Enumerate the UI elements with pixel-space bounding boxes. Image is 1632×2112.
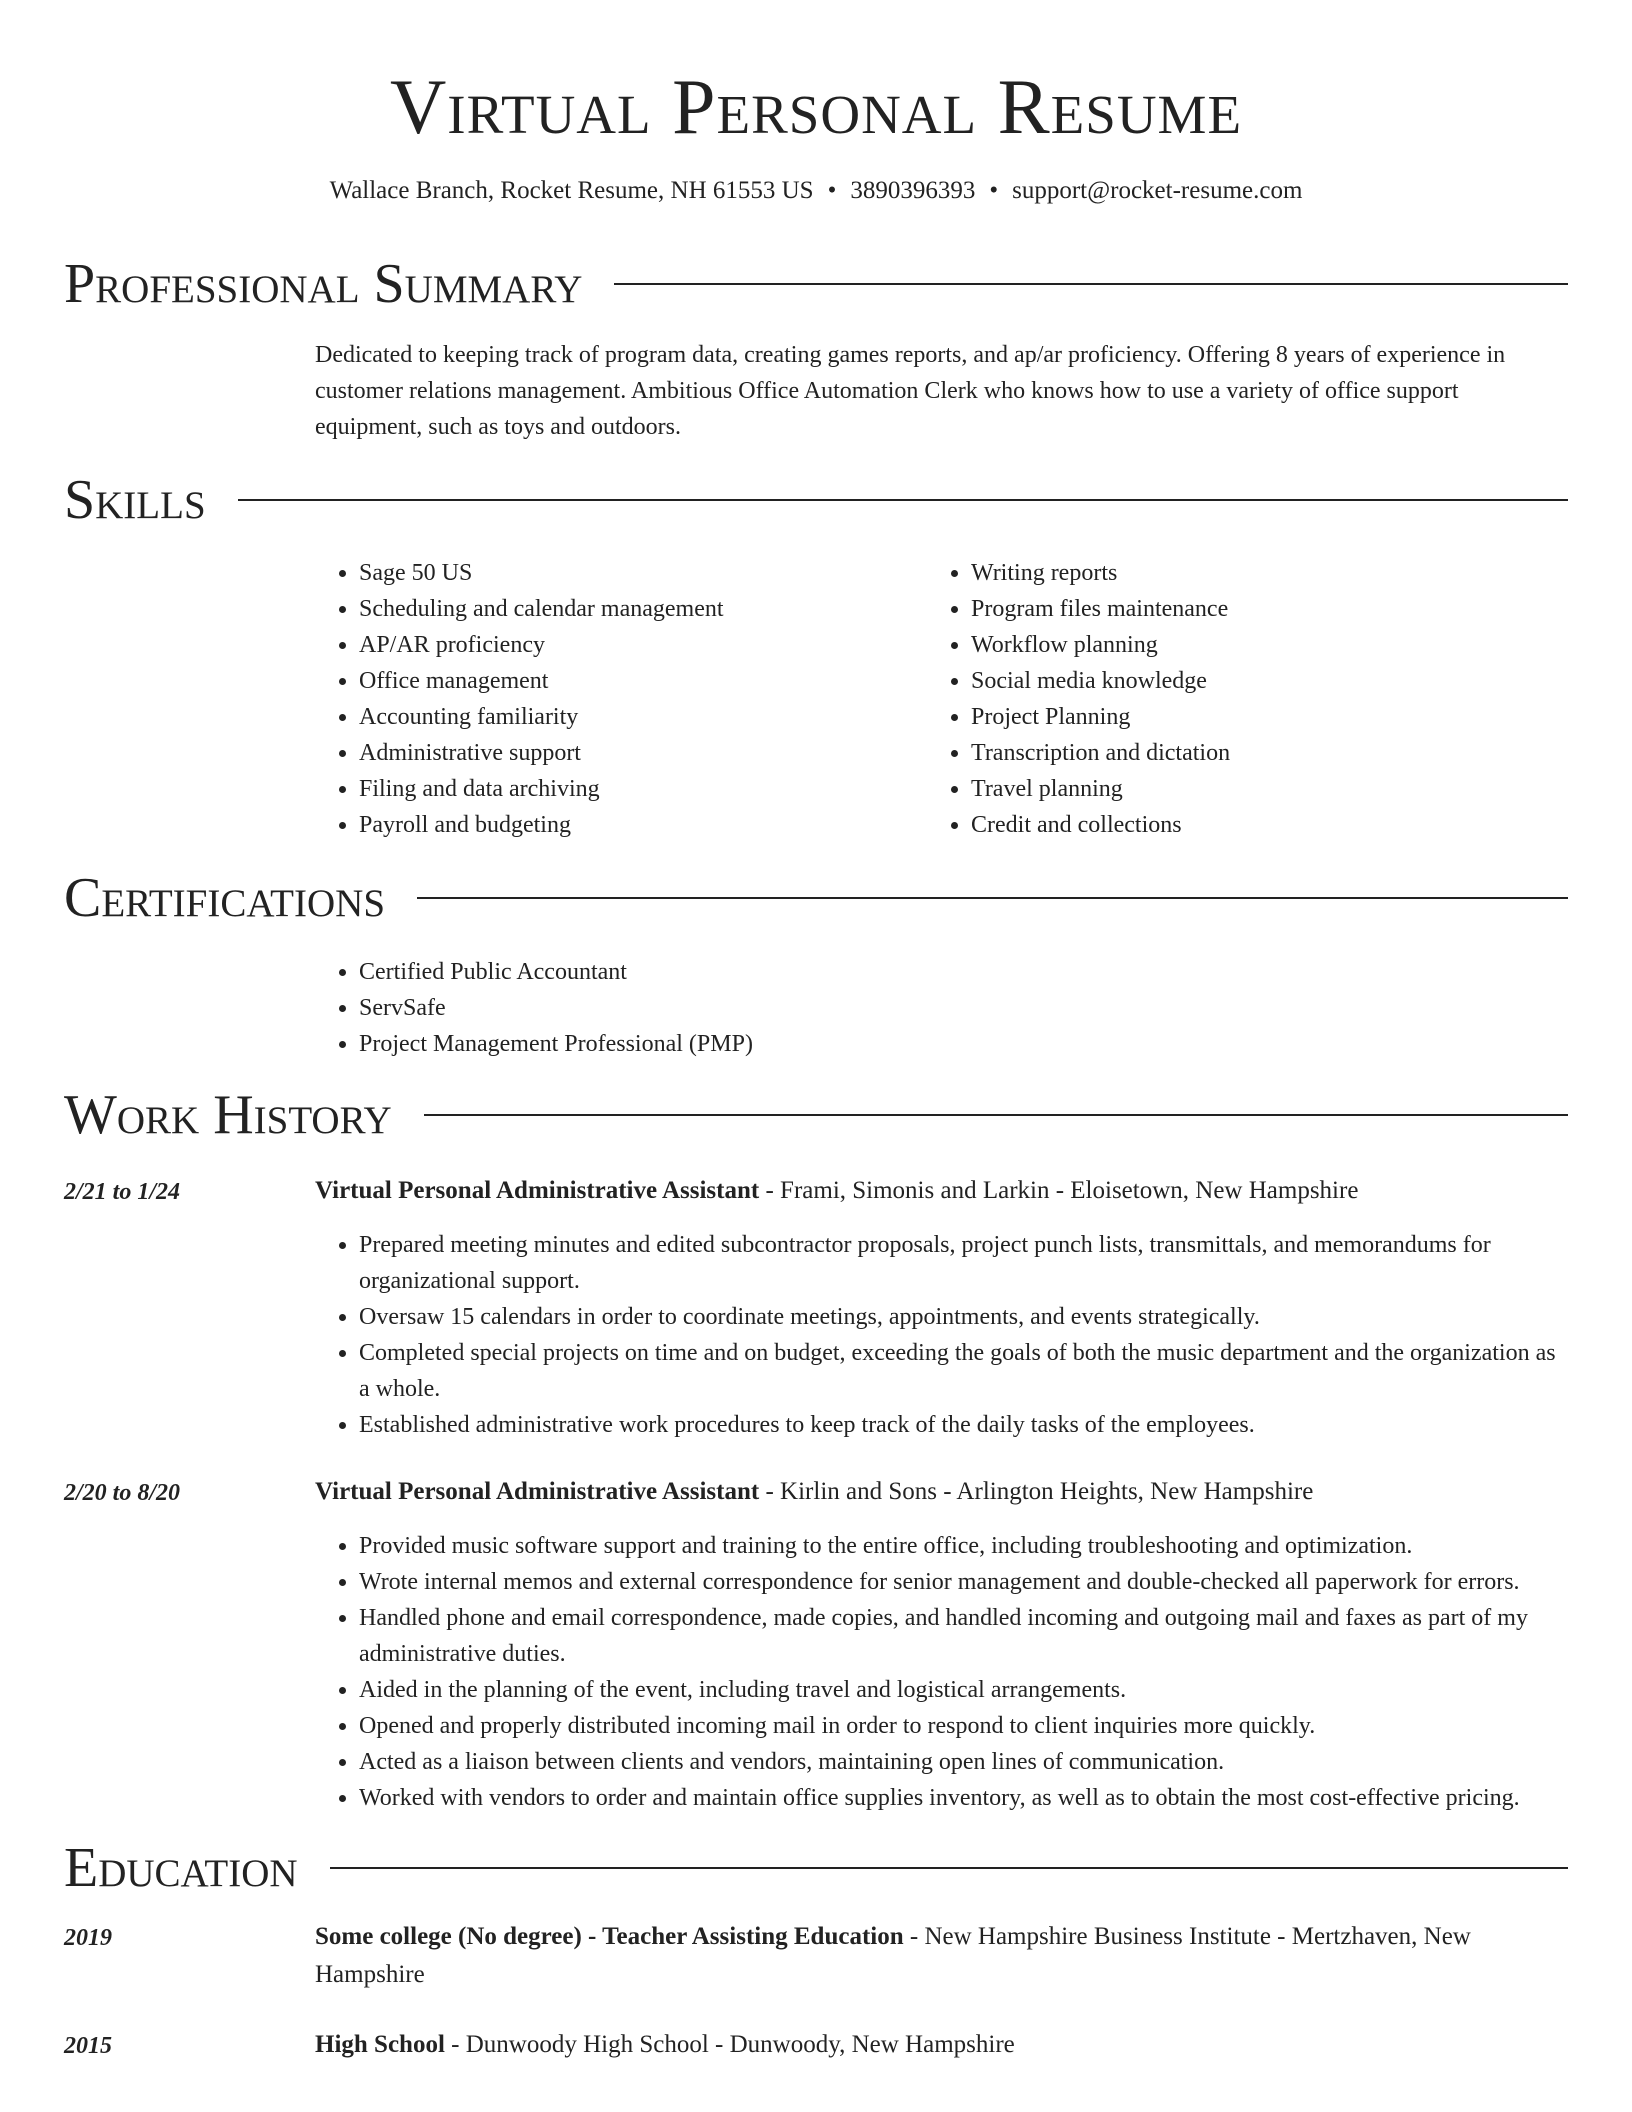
skills-list (927, 555, 1487, 843)
education-school: - Dunwoody High School - Dunwoody, New Hampshire (444, 2031, 1015, 2058)
job-employer: - Frami, Simonis and Larkin - Eloisetown, New Hampshire (759, 1177, 1359, 1204)
section-title-summary: Professional Summary (64, 253, 583, 315)
job-title: Virtual Personal Administrative Assistant (315, 1478, 760, 1505)
education-degree: High School (315, 2031, 445, 2058)
job-heading (315, 1473, 1568, 1511)
skill-item: • Accounting familiarity (359, 699, 875, 735)
section-header-work-history (64, 1083, 1568, 1147)
job-duty: • Acted as a liaison between clients and vendors, maintaining open lines of communication. (359, 1744, 1568, 1780)
section-divider (417, 897, 1568, 899)
education-school: - New Hampshire Business Institute - Mertzhaven, New Hampshire (315, 1923, 1471, 1988)
job-dates: 2/20 to 8/20 (64, 1480, 181, 1506)
skills-list (315, 555, 875, 843)
job-duties-list (315, 1227, 1568, 1443)
skill-item: • Workflow planning (971, 627, 1487, 663)
skill-item: • Social media knowledge (971, 663, 1487, 699)
skill-item: • Writing reports (971, 555, 1487, 591)
job-duties-list (315, 1528, 1568, 1816)
certifications-block (315, 954, 1215, 1062)
education-entry (315, 2026, 1568, 2064)
education-year: 2015 (64, 2033, 112, 2059)
section-header-certifications (64, 866, 1568, 930)
job-duty: • Handled phone and email correspondence, made copies, and handled incoming and outgoing mail and faxes as part of my administrative duties. (359, 1600, 1568, 1672)
skill-item: • Administrative support (359, 735, 875, 771)
section-title-work-history: Work History (64, 1084, 392, 1146)
skill-item: • Sage 50 US (359, 555, 875, 591)
section-title-skills: Skills (64, 469, 206, 531)
job-duty: • Aided in the planning of the event, including travel and logistical arrangements. (359, 1672, 1568, 1708)
contact-line (0, 174, 1632, 208)
skills-column-right (927, 555, 1487, 843)
education-year: 2019 (64, 1925, 112, 1951)
job-duty: • Prepared meeting minutes and edited subcontractor proposals, project punch lists, transmittals, and memorandums for organizational support. (359, 1227, 1568, 1299)
job-title: Virtual Personal Administrative Assistant (315, 1177, 760, 1204)
job-duties (315, 1528, 1568, 1816)
job-duty: • Opened and properly distributed incoming mail in order to respond to client inquiries more quickly. (359, 1708, 1568, 1744)
job-dates: 2/21 to 1/24 (64, 1179, 181, 1205)
section-divider (330, 1867, 1568, 1869)
job-employer: - Kirlin and Sons - Arlington Heights, New Hampshire (759, 1478, 1314, 1505)
certification-item: • Certified Public Accountant (359, 954, 1215, 990)
resume-name: Virtual Personal Resume (389, 63, 1243, 150)
job-duty: • Completed special projects on time and on budget, exceeding the goals of both the music department and the organization as a whole. (359, 1335, 1568, 1407)
skill-item: • Credit and collections (971, 807, 1487, 843)
job-duty: • Provided music software support and training to the entire office, including troubleshooting and optimization. (359, 1528, 1568, 1564)
contact-phone: 3890396393 (850, 177, 976, 204)
job-duty: • Wrote internal memos and external correspondence for senior management and double-checked all paperwork for errors. (359, 1564, 1568, 1600)
education-degree: Some college (No degree) - Teacher Assisting Education (315, 1923, 904, 1950)
skills-column-left (315, 555, 875, 843)
skill-item: • Office management (359, 663, 875, 699)
skill-item: • Payroll and budgeting (359, 807, 875, 843)
certification-item: • Project Management Professional (PMP) (359, 1026, 1215, 1062)
section-title-education: Education (64, 1837, 298, 1899)
summary-text: Dedicated to keeping track of program data, creating games reports, and ap/ar proficiency. Offering 8 years of experience in customer relations management. Ambitious Office Automation Clerk who knows how to use a variety of office support equipment, such as toys and outdoors. (315, 342, 1506, 440)
section-divider (424, 1114, 1568, 1116)
certification-item: • ServSafe (359, 990, 1215, 1026)
skill-item: • Program files maintenance (971, 591, 1487, 627)
certifications-list (315, 954, 1215, 1062)
skill-item: • Scheduling and calendar management (359, 591, 875, 627)
section-header-summary (64, 252, 1568, 316)
section-divider (614, 283, 1568, 285)
skill-item: • Travel planning (971, 771, 1487, 807)
section-title-certifications: Certifications (64, 867, 386, 929)
job-duty: • Worked with vendors to order and maintain office supplies inventory, as well as to obtain the most cost-effective pricing. (359, 1780, 1568, 1816)
contact-email: support@rocket-resume.com (1012, 177, 1303, 204)
section-header-skills (64, 468, 1568, 532)
job-heading (315, 1172, 1568, 1210)
section-divider (238, 499, 1568, 501)
section-header-education (64, 1836, 1568, 1900)
education-entry (315, 1918, 1568, 1994)
skill-item: • AP/AR proficiency (359, 627, 875, 663)
skill-item: • Project Planning (971, 699, 1487, 735)
skill-item: • Filing and data archiving (359, 771, 875, 807)
skill-item: • Transcription and dictation (971, 735, 1487, 771)
job-duty: • Oversaw 15 calendars in order to coordinate meetings, appointments, and events strategically. (359, 1299, 1568, 1335)
contact-separator: • (989, 177, 999, 204)
contact-separator: • (827, 177, 837, 204)
job-duties (315, 1227, 1568, 1443)
job-duty: • Established administrative work procedures to keep track of the daily tasks of the employees. (359, 1407, 1568, 1443)
contact-address: Wallace Branch, Rocket Resume, NH 61553 US (329, 177, 814, 204)
